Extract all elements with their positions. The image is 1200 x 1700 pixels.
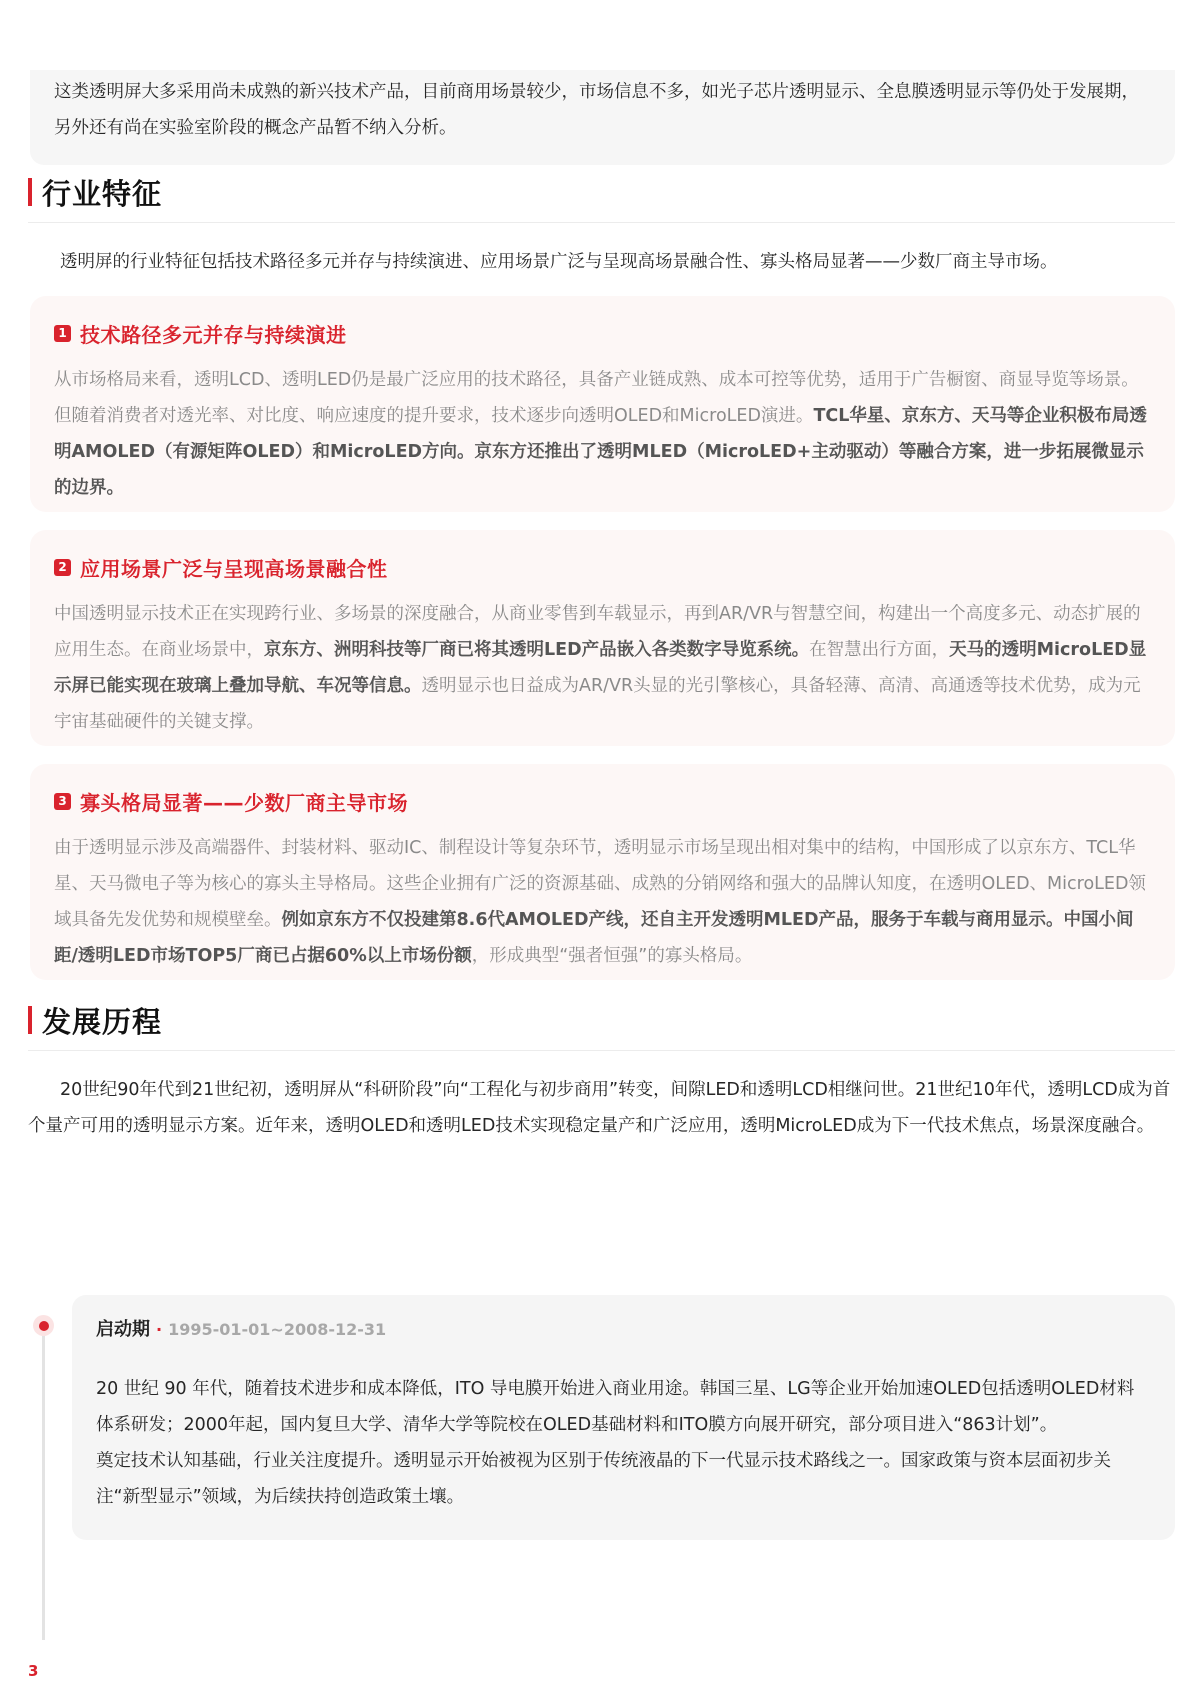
timeline-line bbox=[42, 1330, 45, 1640]
period-separator: · bbox=[156, 1320, 163, 1339]
feature-number-badge: 3 bbox=[54, 793, 71, 810]
period-paragraph: 20 世纪 90 年代，随着技术进步和成本降低，ITO 导电膜开始进入商业用途。韩国三星、LG等企业开始加速OLED包括透明OLED材料体系研发；2000年起，国内复旦大学、清华大学等院校在OLED基础材料和ITO膜方向展开研究，部分项目进入“863计划”。 bbox=[96, 1379, 1135, 1435]
feature-number-badge: 1 bbox=[54, 325, 71, 342]
industry-section-title bbox=[28, 172, 162, 212]
period-name: 启动期 bbox=[96, 1319, 150, 1340]
period-card bbox=[72, 1295, 1175, 1540]
feature-body: 由于透明显示涉及高端器件、封装材料、驱动IC、制程设计等复杂环节，透明显示市场呈现出相对集中的结构，中国形成了以京东方、TCL华星、天马微电子等为核心的寡头主导格局。这些企业拥有广泛的资源基础、成熟的分销网络和强大的品牌认知度，在透明OLED、MicroLED领域具备先发优势和规模壁垒。例如京东方不仅投建第8.6代AMOLED产线，还自主开发透明MLED产品，服务于车载与商用显示。中国小间距/透明LED市场TOP5厂商已占据60%以上市场份额，形成典型“强者恒强”的寡头格局。 bbox=[54, 838, 1146, 966]
feature-body: 中国透明显示技术正在实现跨行业、多场景的深度融合，从商业零售到车载显示，再到AR/VR与智慧空间，构建出一个高度多元、动态扩展的应用生态。在商业场景中，京东方、洲明科技等厂商已将其透明LED产品嵌入各类数字导览系统。在智慧出行方面，天马的透明MicroLED显示屏已能实现在玻璃上叠加导航、车况等信息。透明显示也日益成为AR/VR头显的光引擎核心，具备轻薄、高清、高通透等技术优势，成为元宇宙基础硬件的关键支撑。 bbox=[54, 604, 1147, 732]
title-accent-bar bbox=[28, 178, 32, 206]
feature-card-3 bbox=[30, 764, 1175, 980]
title-accent-bar bbox=[28, 1006, 32, 1034]
top-note-text: 这类透明屏大多采用尚未成熟的新兴技术产品，目前商用场景较少，市场信息不多，如光子芯片透明显示、全息膜透明显示等仍处于发展期，另外还有尚在实验室阶段的概念产品暂不纳入分析。 bbox=[54, 82, 1139, 138]
period-paragraph: 奠定技术认知基础，行业关注度提升。透明显示开始被视为区别于传统液晶的下一代显示技术路线之一。国家政策与资本层面初步关注“新型显示”领域，为后续扶持创造政策土壤。 bbox=[96, 1451, 1111, 1507]
feature-number-badge: 2 bbox=[54, 559, 71, 576]
feature-title: 寡头格局显著——少数厂商主导市场 bbox=[80, 790, 408, 815]
history-section-title bbox=[28, 1000, 162, 1040]
feature-title: 应用场景广泛与呈现高场景融合性 bbox=[80, 556, 388, 581]
feature-card-1 bbox=[30, 296, 1175, 512]
industry-intro: 透明屏的行业特征包括技术路径多元并存与持续演进、应用场景广泛与呈现高场景融合性、寡头格局显著——少数厂商主导市场。 bbox=[60, 252, 1058, 272]
feature-title: 技术路径多元并存与持续演进 bbox=[80, 322, 347, 347]
divider bbox=[28, 222, 1175, 223]
divider bbox=[28, 1050, 1175, 1051]
feature-body: 从市场格局来看，透明LCD、透明LED仍是最广泛应用的技术路径，具备产业链成熟、成本可控等优势，适用于广告橱窗、商显导览等场景。但随着消费者对透光率、对比度、响应速度的提升要求，技术逐步向透明OLED和MicroLED演进。TCL华星、京东方、天马等企业积极布局透明AMOLED（有源矩阵OLED）和MicroLED方向。京东方还推出了透明MLED（MicroLED+主动驱动）等融合方案，进一步拓展微显示的边界。 bbox=[54, 370, 1147, 498]
history-intro: 20世纪90年代到21世纪初，透明屏从“科研阶段”向“工程化与初步商用”转变，间隙LED和透明LCD相继问世。21世纪10年代，透明LCD成为首个量产可用的透明显示方案。近年来，透明OLED和透明LED技术实现稳定量产和广泛应用，透明MicroLED成为下一代技术焦点，场景深度融合。 bbox=[28, 1080, 1171, 1136]
industry-title: 行业特征 bbox=[42, 176, 163, 211]
period-date: 1995-01-01~2008-12-31 bbox=[168, 1320, 387, 1339]
timeline-dot-icon bbox=[33, 1315, 54, 1336]
history-title: 发展历程 bbox=[42, 1004, 163, 1039]
top-note-box bbox=[30, 70, 1175, 165]
page-number: 3 bbox=[28, 1662, 39, 1680]
feature-card-2 bbox=[30, 530, 1175, 746]
